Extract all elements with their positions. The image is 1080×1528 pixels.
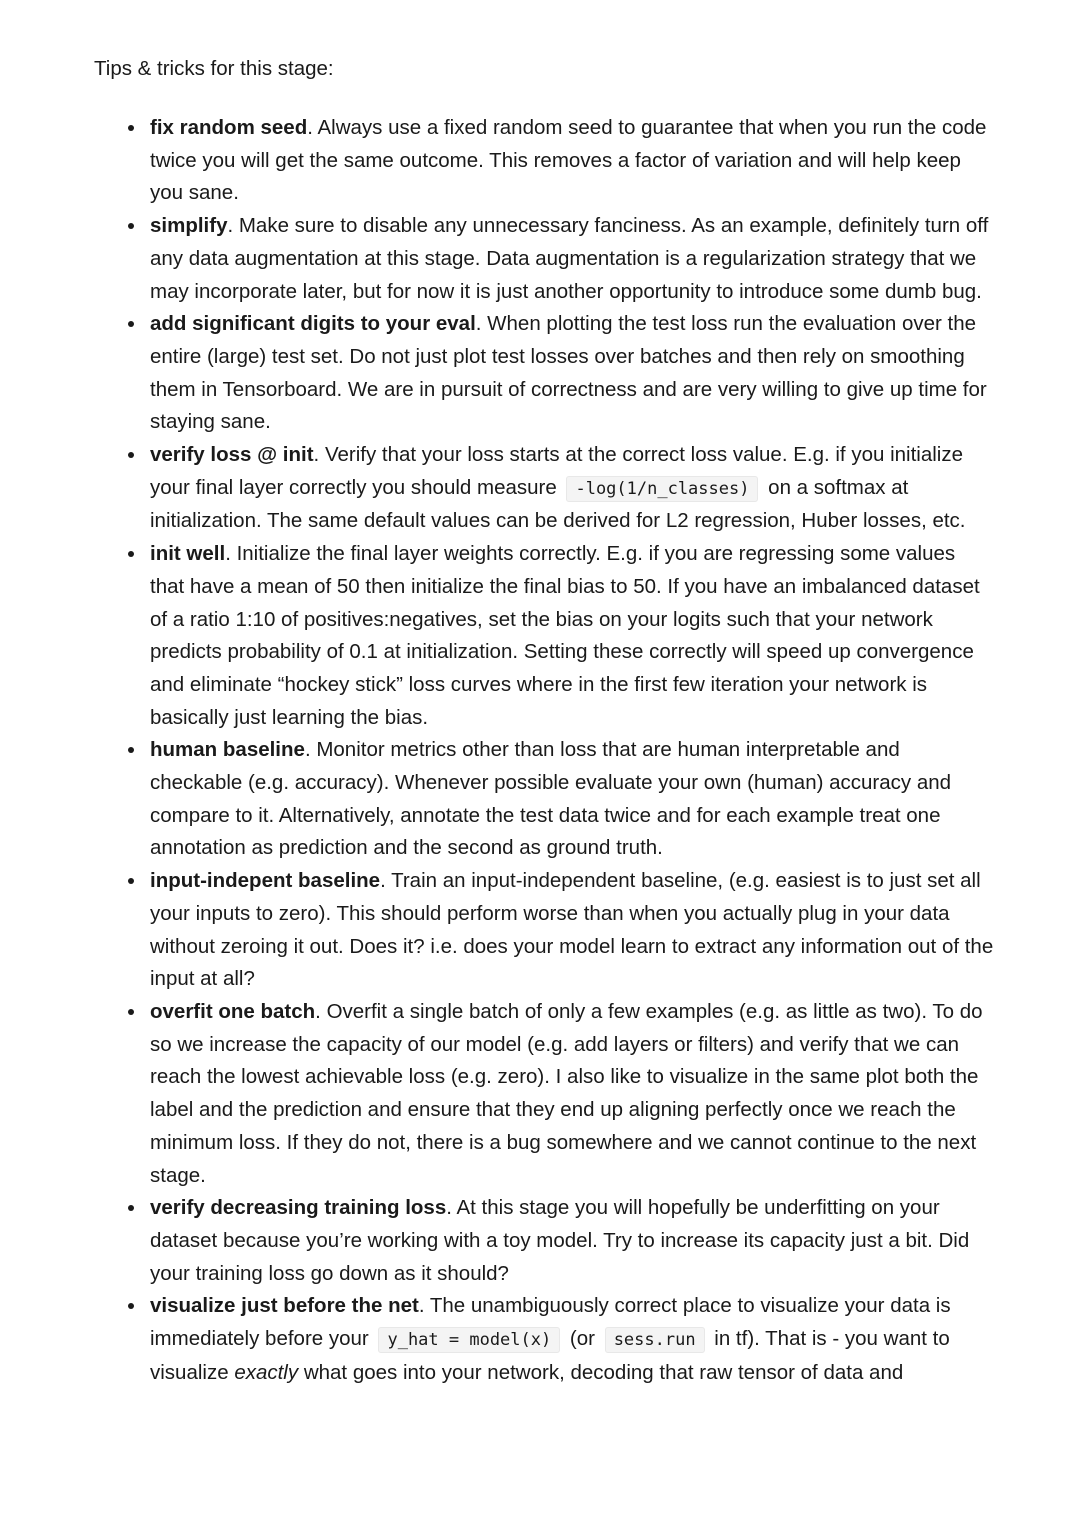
- tip-text: . At this stage you will hopefully be underfitting on your dataset because you’re working with a toy model. Try to increase its capacity just a bit. Did your training loss go down as it should?: [150, 1196, 970, 1285]
- tip-text: . Always use a fixed random seed to guarantee that when you run the code twice you will get the same outcome. This removes a factor of variation and will help keep you sane.: [150, 116, 987, 205]
- intro-text: Tips & tricks for this stage:: [94, 57, 334, 80]
- tip-term: add significant digits to your eval: [150, 312, 476, 336]
- tip-text: . Train an input-independent baseline, (e.g. easiest is to just set all your inputs to zero). This should perform worse than when you actually plug in your data without zeroing it out. Does it? i.e. does your model learn to extract any information out of the input at all?: [150, 869, 994, 991]
- tips-list: [150, 112, 995, 1389]
- tip-term: verify loss @ init: [150, 443, 314, 467]
- emphasis-text: exactly: [234, 1360, 299, 1384]
- tip-text: . Overfit a single batch of only a few examples (e.g. as little as two). To do so we increase the capacity of our model (e.g. add layers or filters) and verify that we can reach the lowest achievable loss (e.g. zero). I also like to visualize in the same plot both the label and the prediction and ensure that they end up aligning perfectly once we reach the minimum loss. If they do not, there is a bug somewhere and we cannot continue to the next stage.: [150, 999, 983, 1187]
- tip-term: simplify: [150, 214, 228, 238]
- inline-code: -log(1/n_classes): [566, 476, 758, 502]
- list-item: [150, 996, 995, 1192]
- list-item: [150, 308, 995, 439]
- list-item: [150, 1192, 995, 1290]
- tip-text: . When plotting the test loss run the evaluation over the entire (large) test set. Do not just plot test losses over batches and then rely on smoothing them in Tensorboard. We are in pursuit of correctness and are very willing to give up time for staying sane.: [150, 312, 987, 434]
- tip-text: . Make sure to disable any unnecessary fanciness. As an example, definitely turn off any data augmentation at this stage. Data augmentation is a regularization strategy that we may incorporate later, but for now it is just another opportunity to introduce some dumb bug.: [150, 214, 989, 303]
- tip-text: in tf). That is - you want to visualize: [150, 1327, 950, 1384]
- tip-text: . Initialize the final layer weights correctly. E.g. if you are regressing some values that have a mean of 50 then initialize the final bias to 50. If you have an imbalanced dataset of a ratio 1:10 of positives:negatives, set the bias on your logits such that your network predicts probability of 0.1 at initialization. Setting these correctly will speed up convergence and eliminate “hockey stick” loss curves where in the first few iteration your network is basically just learning the bias.: [150, 542, 980, 729]
- bullet-icon: [128, 1303, 134, 1309]
- bullet-icon: [128, 223, 134, 229]
- bullet-icon: [128, 551, 134, 557]
- bullet-icon: [128, 125, 134, 131]
- tip-text: (or: [564, 1327, 601, 1351]
- bullet-icon: [128, 452, 134, 458]
- bullet-icon: [128, 321, 134, 327]
- tip-term: human baseline: [150, 738, 305, 762]
- list-item: [150, 439, 995, 538]
- tip-text: on a softmax at initialization. The same default values can be derived for L2 regression, Huber losses, etc.: [150, 475, 966, 533]
- bullet-icon: [128, 747, 134, 753]
- tip-text: . Verify that your loss starts at the correct loss value. E.g. if you initialize your final layer correctly you should measure: [150, 443, 963, 499]
- list-item: [150, 1290, 995, 1389]
- list-item: [150, 210, 995, 308]
- list-item: [150, 734, 995, 865]
- inline-code: y_hat = model(x): [378, 1327, 560, 1353]
- tip-term: init well: [150, 542, 226, 566]
- tip-term: visualize just before the net: [150, 1294, 419, 1318]
- tip-term: verify decreasing training loss: [150, 1196, 447, 1220]
- tip-term: input-indepent baseline: [150, 869, 381, 893]
- bullet-icon: [128, 878, 134, 884]
- tip-text: what goes into your network, decoding that raw tensor of data and: [298, 1360, 904, 1384]
- tip-term: overfit one batch: [150, 999, 316, 1023]
- tip-term: fix random seed: [150, 116, 308, 139]
- inline-code: sess.run: [605, 1327, 705, 1353]
- list-item: [150, 865, 995, 996]
- bullet-icon: [128, 1205, 134, 1211]
- list-item: [150, 538, 995, 734]
- list-item: [150, 112, 995, 210]
- bullet-icon: [128, 1009, 134, 1015]
- tip-text: . Monitor metrics other than loss that are human interpretable and checkable (e.g. accuracy). Whenever possible evaluate your own (human) accuracy and compare to it. Alternatively, annotate the test data twice and for each example treat one annotation as prediction and the second as ground truth.: [150, 738, 952, 860]
- tip-text: . The unambiguously correct place to visualize your data is immediately before your: [150, 1294, 951, 1351]
